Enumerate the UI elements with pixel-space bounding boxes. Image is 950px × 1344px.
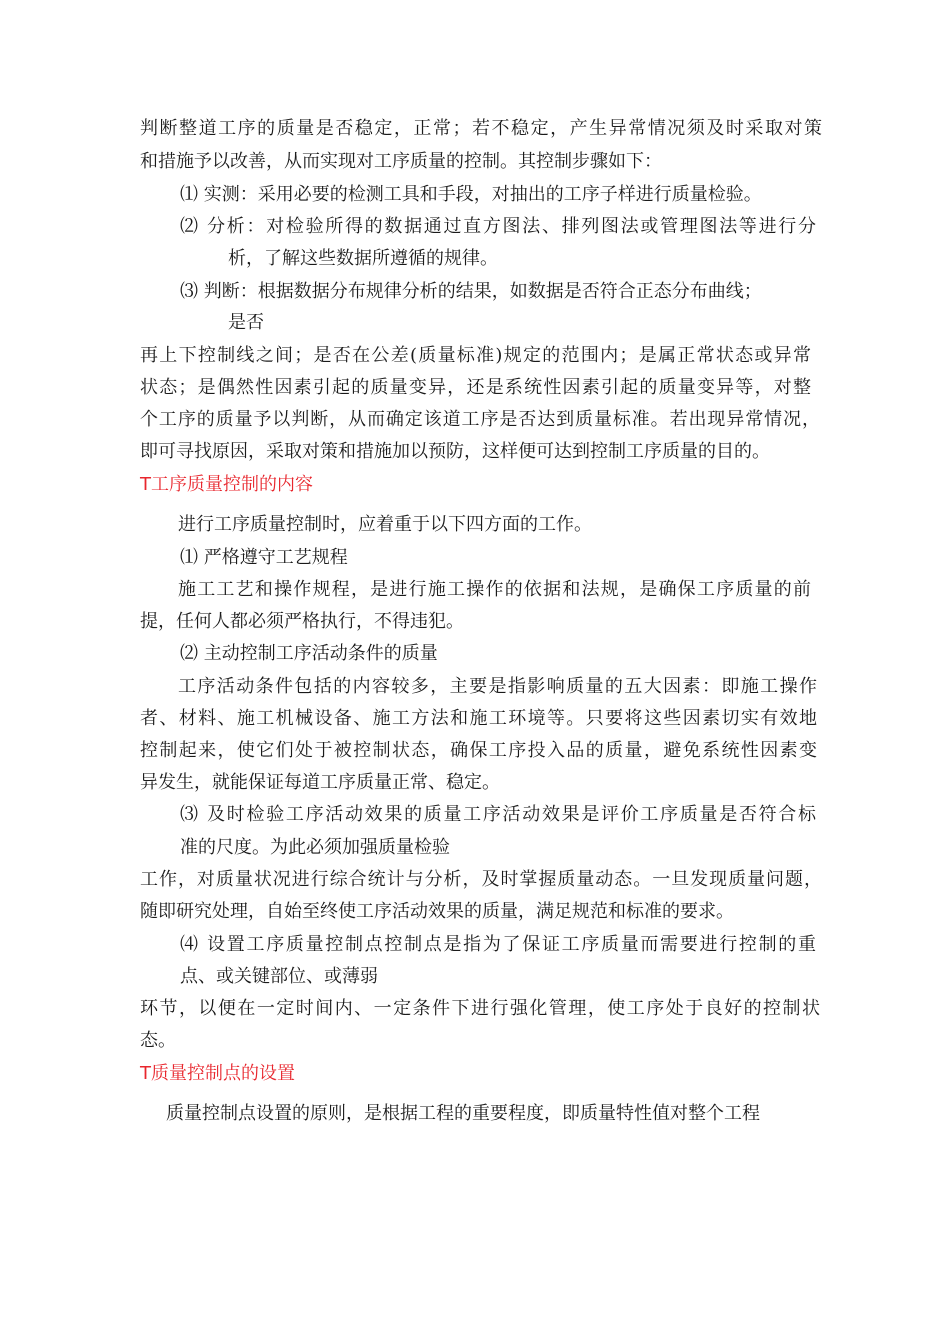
list-item-2: ⑵ 主动控制工序活动条件的质量 <box>180 643 438 664</box>
para-line: 工序活动条件包括的内容较多，主要是指影响质量的五大因素：即施工操作 <box>178 676 817 697</box>
para-line: 异发生，就能保证每道工序质量正常、稳定。 <box>140 772 500 793</box>
para-line: 再上下控制线之间；是否在公差(质量标准)规定的范围内；是属正常状态或异常 <box>140 345 811 366</box>
para-line: 环节，以便在一定时间内、一定条件下进行强化管理，使工序处于良好的控制状 <box>140 998 820 1019</box>
list-item-4-cont: 点、或关键部位、或薄弱 <box>180 966 378 987</box>
para-line: 和措施予以改善，从而实现对工序质量的控制。其控制步骤如下： <box>140 151 662 172</box>
para-line: 进行工序质量控制时，应着重于以下四方面的工作。 <box>178 514 592 535</box>
para-line: 个工序的质量予以判断，从而确定该道工序是否达到质量标准。若出现异常情况， <box>140 409 820 430</box>
list-item-4: ⑷ 设置工序质量控制点控制点是指为了保证工序质量而需要进行控制的重 <box>180 934 816 955</box>
para-line: 工作，对质量状况进行综合统计与分析，及时掌握质量动态。一旦发现质量问题， <box>140 869 822 890</box>
list-item-1: ⑴ 实测：采用必要的检测工具和手段，对抽出的工序子样进行质量检验。 <box>180 184 762 205</box>
para-line: 判断整道工序的质量是否稳定，正常；若不稳定，产生异常情况须及时采取对策 <box>140 118 822 139</box>
list-item-2-cont: 析，了解这些数据所遵循的规律。 <box>228 248 498 269</box>
list-item-1: ⑴ 严格遵守工艺规程 <box>180 547 348 568</box>
list-item-3-cont: 是否 <box>228 312 264 333</box>
para-line: 即可寻找原因，采取对策和措施加以预防，这样便可达到控制工序质量的目的。 <box>140 441 770 462</box>
list-item-3: ⑶ 判断：根据数据分布规律分析的结果，如数据是否符合正态分布曲线； <box>180 281 762 302</box>
para-line: 质量控制点设置的原则，是根据工程的重要程度，即质量特性值对整个工程 <box>166 1103 760 1124</box>
para-line: 态。 <box>140 1030 176 1051</box>
para-line: 提，任何人都必须严格执行，不得违犯。 <box>140 611 464 632</box>
para-line: 施工工艺和操作规程，是进行施工操作的依据和法规，是确保工序质量的前 <box>178 579 811 600</box>
section-heading: T质量控制点的设置 <box>140 1063 295 1084</box>
para-line: 随即研究处理，自始至终使工序活动效果的质量，满足规范和标准的要求。 <box>140 901 734 922</box>
list-item-2: ⑵ 分析：对检验所得的数据通过直方图法、排列图法或管理图法等进行分 <box>180 216 816 237</box>
list-item-3-cont: 准的尺度。为此必须加强质量检验 <box>180 837 450 858</box>
section-heading: T工序质量控制的内容 <box>140 474 313 495</box>
para-line: 控制起来，使它们处于被控制状态，确保工序投入品的质量，避免系统性因素变 <box>140 740 817 761</box>
para-line: 状态；是偶然性因素引起的质量变异，还是系统性因素引起的质量变异等，对整 <box>140 377 811 398</box>
list-item-3: ⑶ 及时检验工序活动效果的质量工序活动效果是评价工序质量是否符合标 <box>180 804 816 825</box>
para-line: 者、材料、施工机械设备、施工方法和施工环境等。只要将这些因素切实有效地 <box>140 708 817 729</box>
